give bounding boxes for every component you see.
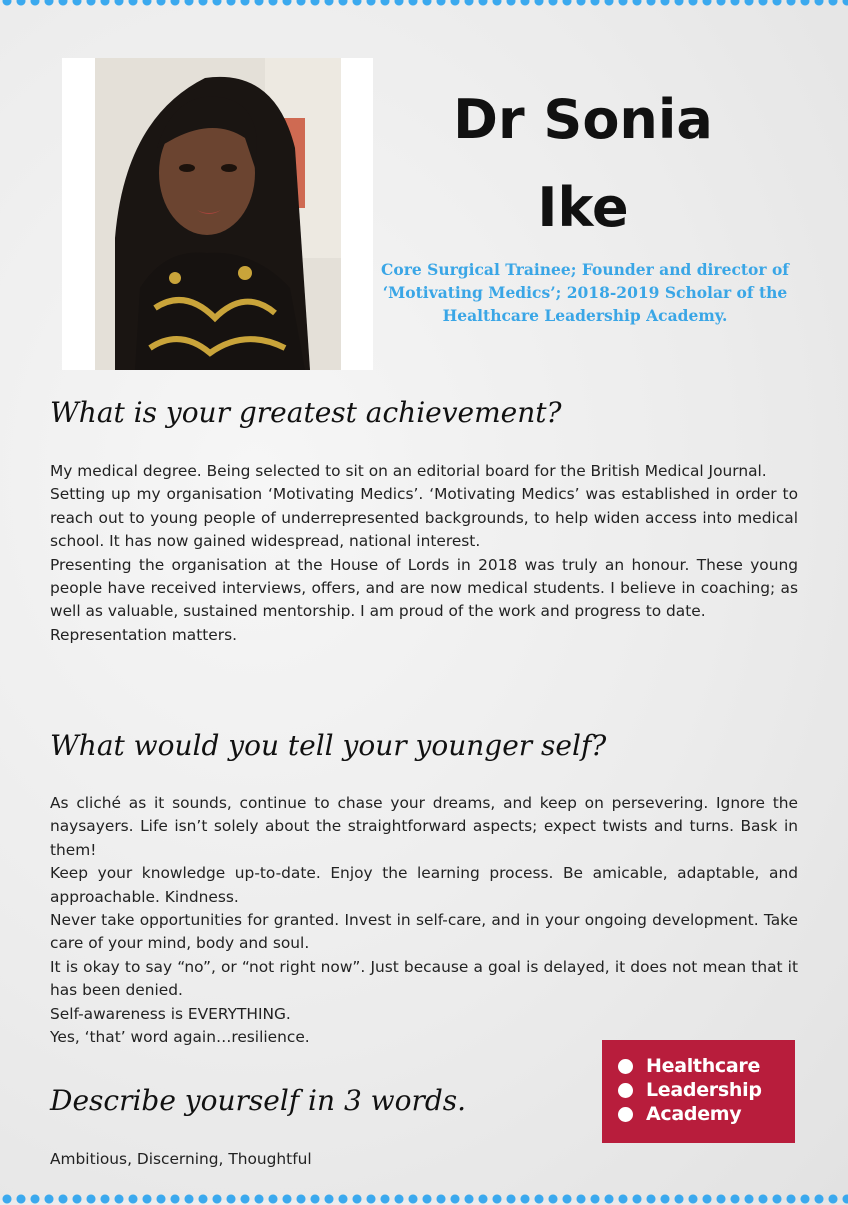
paragraph: Self-awareness is EVERYTHING.: [50, 1004, 291, 1023]
paragraph: As cliché as it sounds, continue to chase your dreams, and keep on persevering. Ignore the naysayers. Life isn’t solely about the straightforward aspects; expect twists and turns. Bask in them!: [50, 794, 798, 859]
paragraph: My medical degree. Being selected to sit on an editorial board for the British Medical Journal.: [50, 462, 767, 480]
logo-dot-icon: [618, 1059, 633, 1074]
paragraph: Keep your knowledge up-to-date. Enjoy the learning process. Be amicable, adaptable, and approachable. Kindness.: [50, 864, 798, 906]
paragraph: Never take opportunities for granted. Invest in self-care, and in your ongoing development. Take care of your mind, body and soul.: [50, 911, 798, 953]
section-body-achievement: [50, 460, 798, 647]
paragraph: Presenting the organisation at the House of Lords in 2018 was truly an honour. These young people have received interviews, offers, and are now medical students. I believe in coaching; as well as valuable, sustained mentorship. I am proud of the work and progress to date.: [50, 555, 798, 621]
logo-line-3: Academy: [646, 1103, 742, 1125]
paragraph: Ambitious, Discerning, Thoughtful: [50, 1150, 312, 1168]
logo-line-2: Leadership: [646, 1079, 762, 1101]
portrait-illustration: [95, 58, 341, 370]
person-subtitle: Core Surgical Trainee; Founder and director of ‘Motivating Medics’; 2018-2019 Scholar of the Healthcare Leadership Academy.: [381, 260, 789, 325]
paragraph: Yes, ‘that’ word again…resilience.: [50, 1028, 310, 1047]
portrait-photo: [95, 58, 341, 370]
section-heading-three-words: Describe yourself in 3 words.: [50, 1084, 467, 1117]
logo-text: [646, 1054, 762, 1126]
top-dotted-border: [0, 0, 848, 7]
paragraph: Setting up my organisation ‘Motivating Medics’. ‘Motivating Medics’ was established in order to reach out to young people of underrepresented backgrounds, to help widen access into medical school. It has now gained widespread, national interest.: [50, 485, 798, 551]
person-name: [400, 76, 766, 252]
logo-dot-icon: [618, 1083, 633, 1098]
healthcare-leadership-academy-logo: [602, 1040, 795, 1143]
portrait-frame: [62, 58, 373, 370]
paragraph: Representation matters.: [50, 625, 237, 644]
section-body-younger-self: [50, 792, 798, 1049]
name-line-2: Ike: [537, 176, 629, 239]
name-line-1: Dr Sonia: [453, 88, 713, 151]
bottom-dotted-border: [0, 1193, 848, 1205]
paragraph: It is okay to say “no”, or “not right now”. Just because a goal is delayed, it does not mean that it has been denied.: [50, 957, 798, 1000]
section-heading-achievement: What is your greatest achievement?: [50, 396, 562, 429]
section-heading-younger-self: What would you tell your younger self?: [50, 729, 607, 762]
section-body-three-words: [50, 1148, 798, 1171]
logo-dot-icon: [618, 1107, 633, 1122]
logo-line-1: Healthcare: [646, 1055, 761, 1077]
